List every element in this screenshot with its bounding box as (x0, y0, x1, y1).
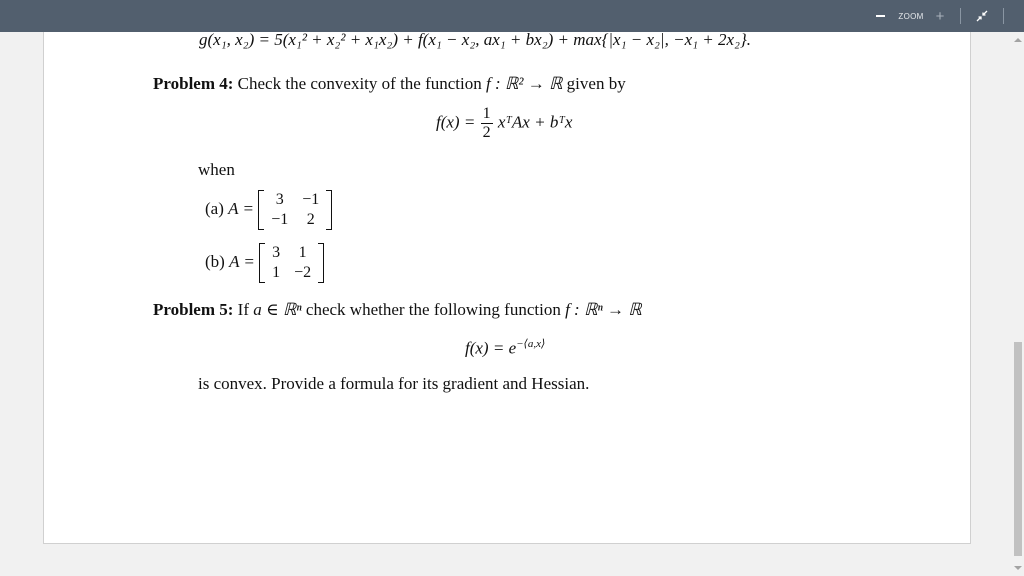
equation-lhs: f(x) = (436, 112, 476, 132)
zoom-out-button[interactable] (872, 0, 888, 32)
page-content (44, 32, 970, 543)
viewer-toolbar (0, 0, 1024, 32)
scroll-down-arrow-icon[interactable] (1014, 566, 1022, 570)
case-b-variable: A = (229, 251, 255, 271)
matrix-b (259, 243, 324, 283)
problem-5-text: check whether the following function (305, 300, 561, 319)
collapse-button[interactable] (972, 0, 992, 32)
case-a-variable: A = (228, 198, 254, 218)
minus-icon (876, 15, 885, 17)
case-a (205, 190, 332, 230)
problem-4-statement (153, 74, 626, 94)
matrix-cell: −2 (294, 264, 312, 281)
case-b-label: (b) (205, 251, 225, 271)
vertical-scrollbar[interactable] (1012, 32, 1024, 576)
problem-4-map: f : ℝ² → ℝ (486, 74, 563, 93)
collapse-icon (976, 10, 988, 22)
zoom-label: ZOOM (898, 11, 924, 21)
problem-5-statement (153, 300, 642, 320)
scrollbar-thumb[interactable] (1014, 342, 1022, 556)
problem-5-map: f : ℝⁿ → ℝ (565, 300, 642, 319)
matrix-cell: −1 (271, 211, 289, 228)
exp-exponent: −⟨a,x⟩ (516, 338, 546, 350)
problem-5-label: Problem 5: (153, 300, 234, 319)
problem-4-text: Check the convexity of the function (237, 74, 482, 93)
matrix-a (258, 190, 332, 230)
toolbar-divider (1003, 8, 1004, 24)
matrix-a-table (264, 190, 326, 230)
problem-5-condition: a ∈ ℝⁿ (253, 300, 302, 319)
toolbar-divider (960, 8, 961, 24)
zoom-in-button[interactable]: + (935, 7, 945, 25)
problem-5-if: If (237, 300, 249, 319)
document-page (43, 32, 971, 544)
problem-4-given: given by (566, 74, 626, 93)
equation-rhs: xᵀAx + bᵀx (497, 112, 573, 132)
matrix-cell: −1 (302, 191, 320, 208)
matrix-cell: 2 (306, 211, 315, 228)
problem-5-tail: is convex. Provide a formula for its gradient and Hessian. (198, 374, 590, 393)
when-text: when (198, 160, 235, 179)
matrix-cell: 3 (272, 244, 281, 261)
matrix-cell: 1 (272, 264, 281, 281)
fraction-denominator: 2 (482, 124, 491, 141)
scroll-up-arrow-icon[interactable] (1014, 38, 1022, 42)
case-a-label: (a) (205, 198, 224, 218)
exponential-equation (465, 337, 545, 359)
matrix-cell: 3 (275, 191, 284, 208)
fraction-numerator: 1 (482, 105, 491, 122)
quadratic-equation (436, 106, 572, 141)
problem-4-label: Problem 4: (153, 74, 234, 93)
g-function-equation: g(x₁, x₂) = 5(x₁² + x₂² + x₁x₂) + f(x₁ − x₂, ax₁ + bx₂) + max{|x₁ − x₂|, −x₁ + 2x₂}. (199, 30, 751, 49)
exp-lhs: f(x) = e (465, 338, 517, 358)
case-b (205, 243, 324, 283)
matrix-cell: 1 (298, 244, 307, 261)
matrix-b-table (265, 243, 318, 283)
one-half-fraction (481, 106, 493, 141)
